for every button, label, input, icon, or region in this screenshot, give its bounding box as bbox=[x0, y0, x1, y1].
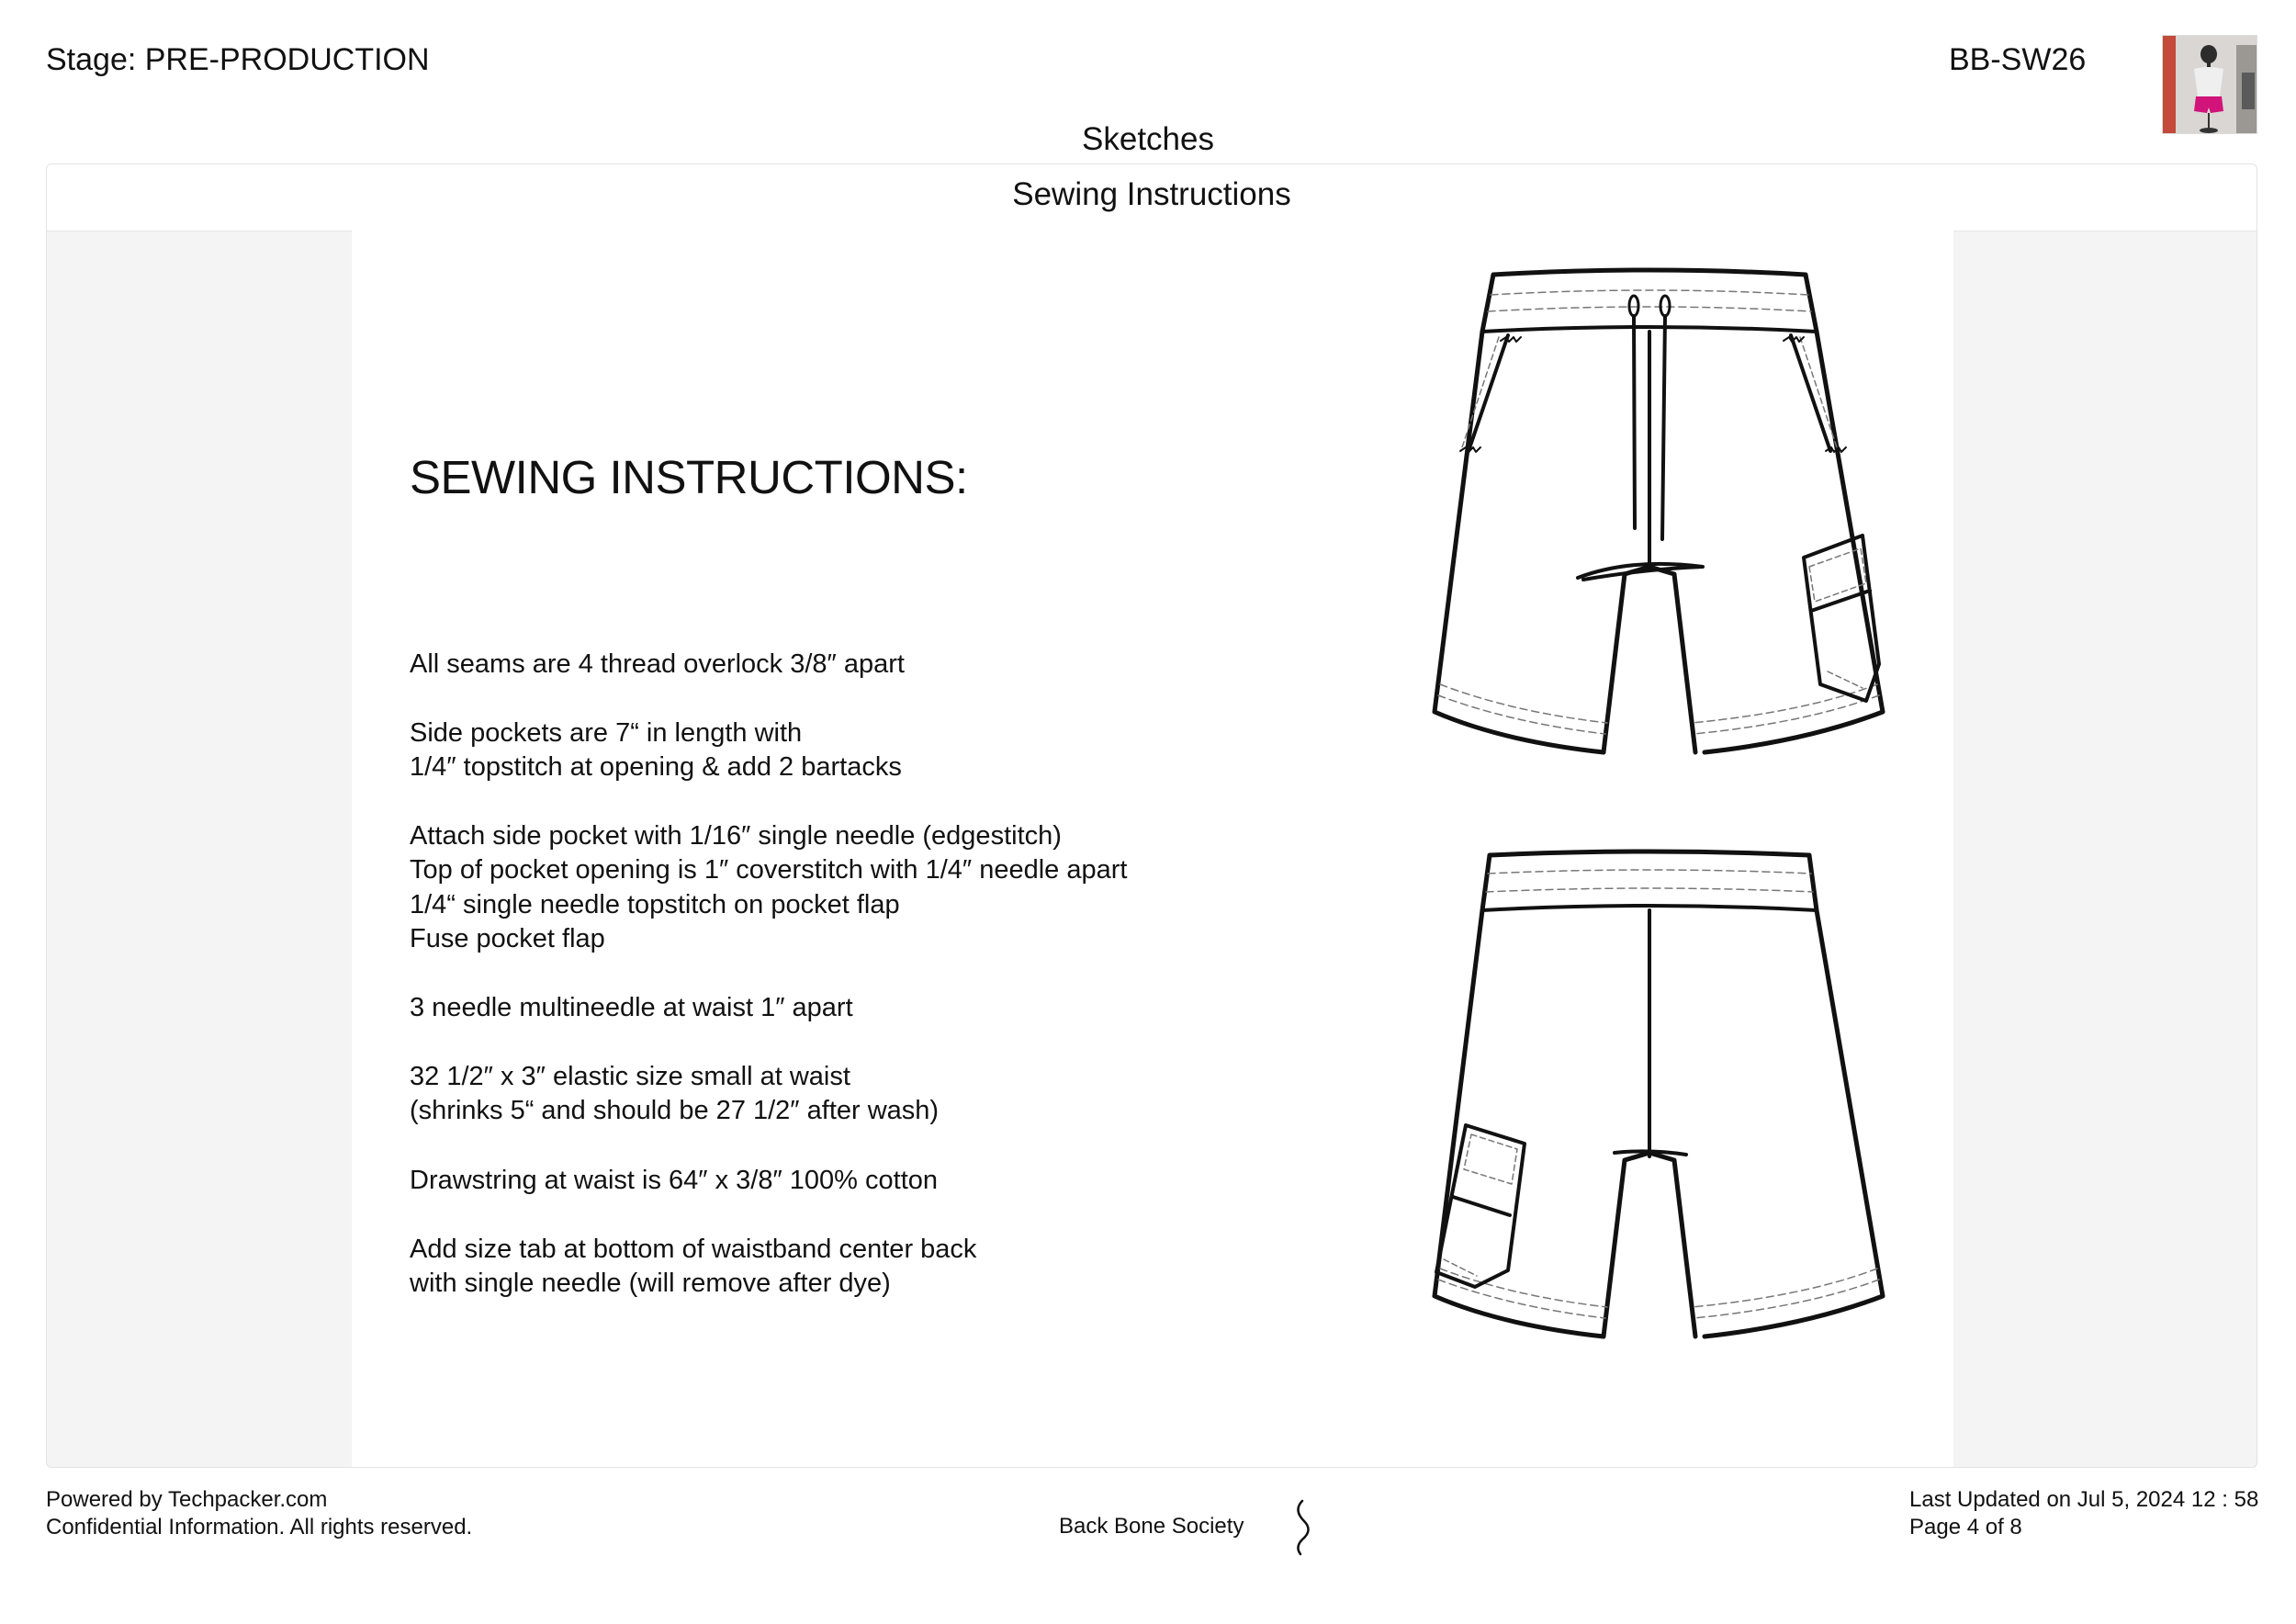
instructions-title: SEWING INSTRUCTIONS: bbox=[410, 451, 968, 503]
footer-brand: Back Bone Society bbox=[1059, 1514, 1244, 1539]
sewing-instructions-panel bbox=[46, 164, 2257, 1468]
footer-right bbox=[1909, 1486, 2258, 1541]
powered-by-link[interactable]: Powered by Techpacker.com bbox=[46, 1487, 328, 1512]
instruction-line: with single needle (will remove after dye) bbox=[410, 1269, 891, 1298]
instruction-line: (shrinks 5“ and should be 27 1/2″ after wash) bbox=[410, 1096, 940, 1125]
instruction-line: 3 needle multineedle at waist 1″ apart bbox=[410, 993, 853, 1022]
page-number: Page 4 of 8 bbox=[1909, 1515, 2022, 1539]
instruction-line: Drawstring at waist is 64″ x 3/8″ 100% cotton bbox=[410, 1166, 939, 1195]
instruction-line: Attach side pocket with 1/16″ single needle (edgestitch) bbox=[410, 821, 1062, 851]
section-title: Sketches bbox=[1082, 121, 1214, 157]
instruction-line: Fuse pocket flap bbox=[410, 924, 605, 953]
footer-left bbox=[46, 1486, 472, 1541]
instruction-line: 1/4“ single needle topstitch on pocket flap bbox=[410, 890, 900, 919]
stage-label: Stage: PRE-PRODUCTION bbox=[46, 42, 430, 77]
shorts-back-sketch bbox=[1374, 848, 1925, 1362]
instruction-line: Top of pocket opening is 1″ coverstitch with 1/4″ needle apart bbox=[410, 855, 1128, 885]
last-updated: Last Updated on Jul 5, 2024 12 : 58 bbox=[1909, 1487, 2259, 1512]
shorts-front-sketch bbox=[1374, 264, 1925, 778]
instruction-line: Add size tab at bottom of waistband center back bbox=[410, 1235, 977, 1264]
instruction-line: 1/4″ topstitch at opening & add 2 bartacks bbox=[410, 752, 902, 782]
product-thumbnail[interactable] bbox=[2162, 35, 2257, 134]
brand-logo-icon bbox=[1289, 1499, 1317, 1556]
confidential-notice: Confidential Information. All rights reserved. bbox=[46, 1515, 473, 1539]
mannequin-photo-icon bbox=[2163, 36, 2257, 134]
instruction-line: Side pockets are 7“ in length with bbox=[410, 718, 803, 748]
instruction-line: All seams are 4 thread overlock 3/8″ apart bbox=[410, 649, 905, 679]
style-code: BB-SW26 bbox=[1949, 42, 2087, 77]
instruction-line: 32 1/2″ x 3″ elastic size small at waist bbox=[410, 1062, 850, 1091]
panel-title: Sewing Instructions bbox=[47, 164, 2257, 231]
